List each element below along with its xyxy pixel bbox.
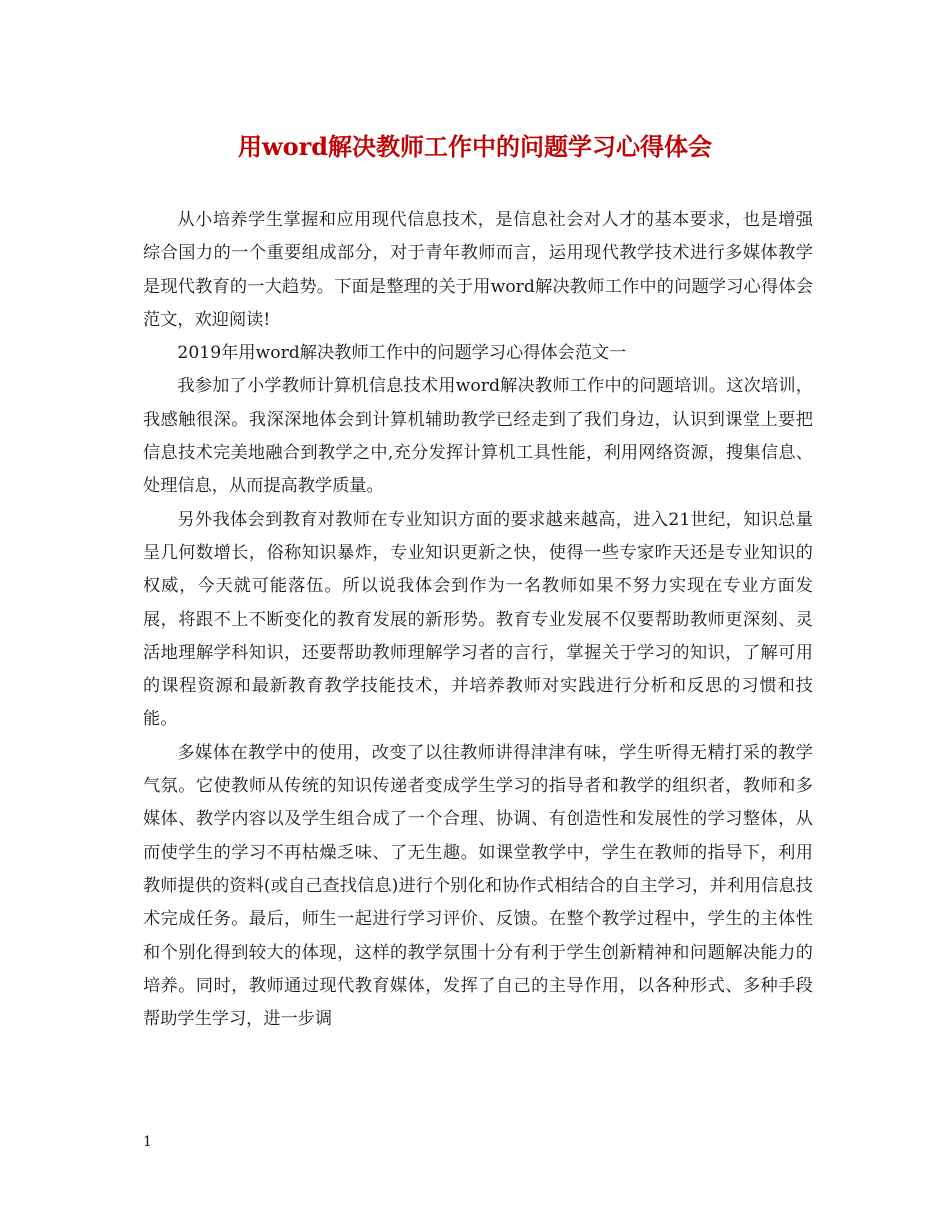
paragraph-professional-development: 另外我体会到教育对教师在专业知识方面的要求越来越高，进入21世纪，知识总量呈几何数增长，俗称知识暴炸，专业知识更新之快，使得一些专家昨天还是专业知识的权威，今天就可能落伍。所以说我体会到作为一名教师如果不努力实现在专业方面发展，将跟不上不断变化的教育发展的新形势。教育专业发展不仅要帮助教师更深刻、灵活地理解学科知识，还要帮助教师理解学习者的言行，掌握关于学习的知识，了解可用的课程资源和最新教育教学技能技术，并培养教师对实践进行分析和反思的习惯和技能。 — [143, 509, 813, 730]
paragraph-training: 我参加了小学教师计算机信息技术用word解决教师工作中的问题培训。这次培训，我感触很深。我深深地体会到计算机辅助教学已经走到了我们身边，认识到课堂上要把信息技术完美地融合到教学之中,充分发挥计算机工具性能，利用网络资源，搜集信息、处理信息，从而提高教学质量。 — [143, 376, 813, 497]
paragraph-intro: 从小培养学生掌握和应用现代信息技术，是信息社会对人才的基本要求，也是增强综合国力的一个重要组成部分，对于青年教师而言，运用现代教学技术进行多媒体教学是现代教育的一大趋势。下面是整理的关于用word解决教师工作中的问题学习心得体会范文，欢迎阅读! — [143, 210, 813, 330]
document-title: 用word解决教师工作中的问题学习心得体会 — [237, 132, 713, 161]
paragraph-section-heading: 2019年用word解决教师工作中的问题学习心得体会范文一 — [177, 343, 627, 364]
paragraph-multimedia: 多媒体在教学中的使用，改变了以往教师讲得津津有味，学生听得无精打采的教学气氛。它使教师从传统的知识传递者变成学生学习的指导者和教学的组织者，教师和多媒体、教学内容以及学生组合成了一个合理、协调、有创造性和发展性的学习整体，从而使学生的学习不再枯燥乏味、了无生趣。如课堂教学中，学生在教师的指导下，利用教师提供的资料(或自己查找信息)进行个别化和协作式相结合的自主学习，并利用信息技术完成任务。最后，师生一起进行学习评价、反馈。在整个教学过程中，学生的主体性和个别化得到较大的体现，这样的教学氛围十分有利于学生创新精神和问题解决能力的培养。同时，教师通过现代教育媒体，发挥了自己的主导作用，以各种形式、多种手段帮助学生学习，进一步调 — [143, 742, 813, 1030]
page-number: 1 — [143, 1134, 152, 1150]
document-body — [143, 204, 813, 1036]
